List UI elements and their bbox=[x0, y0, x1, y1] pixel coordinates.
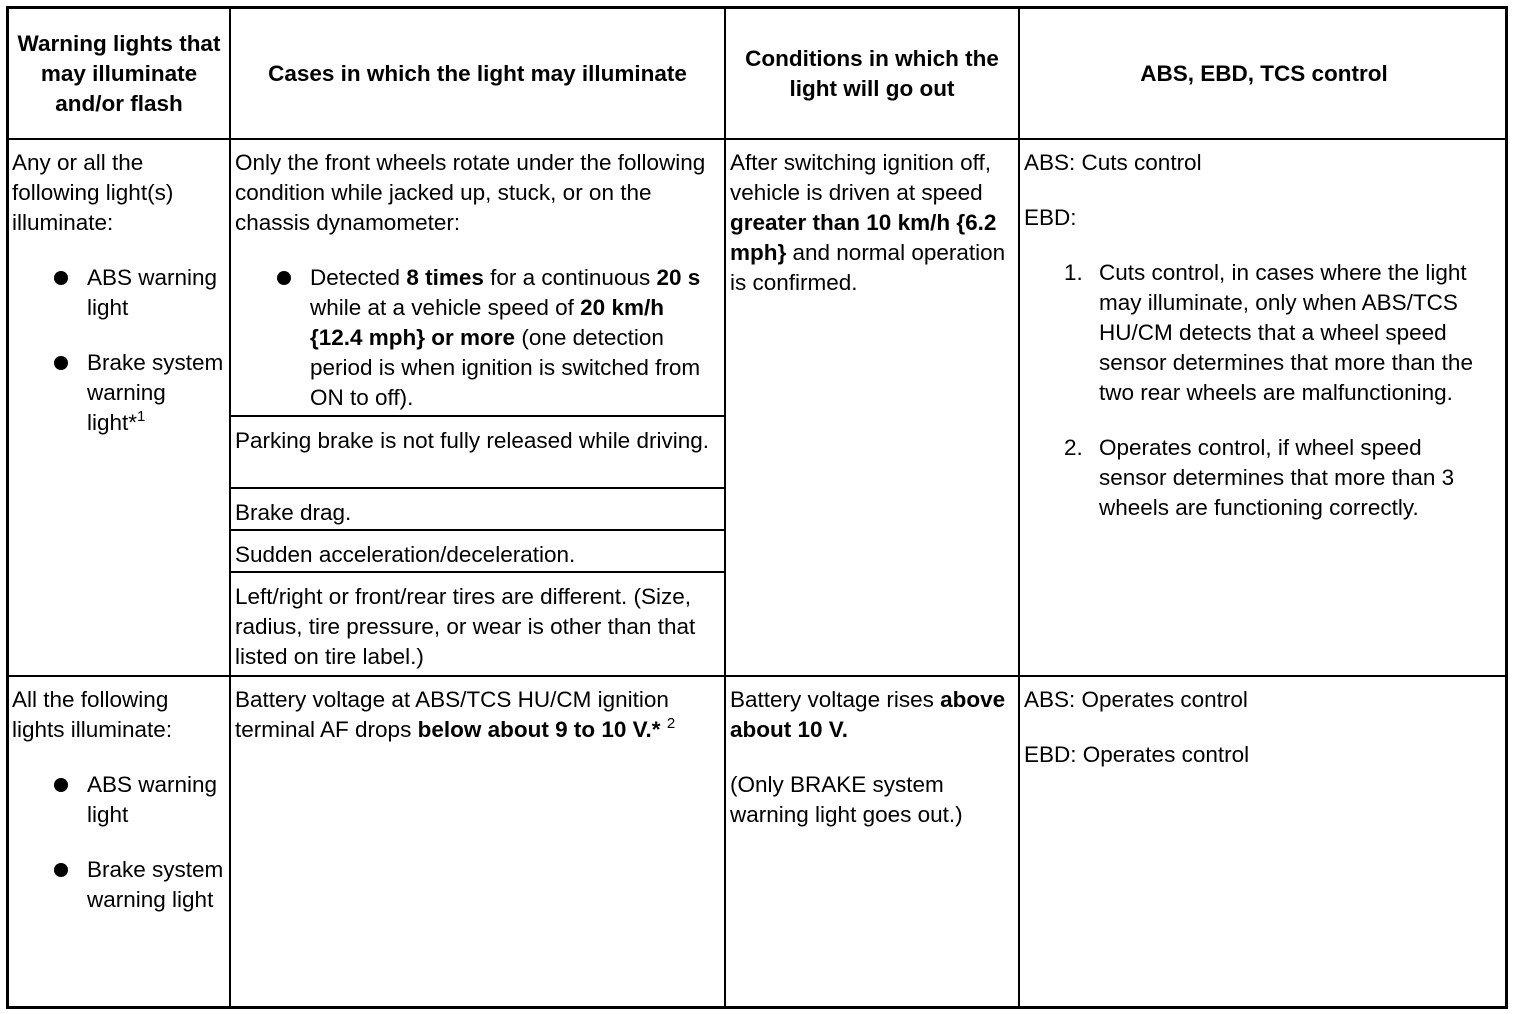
header-conditions: Conditions in which the light will go out bbox=[745, 45, 999, 101]
case-divider bbox=[229, 487, 726, 489]
row2-control-cell bbox=[1024, 685, 1494, 770]
row1-light-brake: Brake system warning light*$^1$ bbox=[12, 348, 226, 438]
row1-ctrl-abs: ABS: Cuts control bbox=[1024, 150, 1202, 175]
row1-ctrl-item1: 1. Cuts control, in cases where the light may illuminate, only when ABS/TCS HU/CM detects that a wheel speed sensor determines that more than the two rear wheels are malfunctioning. bbox=[1064, 260, 1473, 405]
row1-condition: After switching ignition off, vehicle is driven at speed greater than 10 km/h {6.2 mph} and normal operation is confirmed. bbox=[730, 150, 1006, 295]
row2-case: Battery voltage at ABS/TCS HU/CM ignition terminal AF drops below about 9 to 10 V.* $^2$ bbox=[235, 687, 676, 742]
row1-case1-intro: Only the front wheels rotate under the following condition while jacked up, stuck, or on the chassis dynamometer: bbox=[235, 150, 706, 235]
row1-lights-intro: Any or all the following light(s) illuminate: bbox=[12, 150, 174, 235]
warning-lights-table bbox=[6, 6, 1508, 1009]
case-divider bbox=[229, 529, 726, 531]
row2-condition-cell bbox=[730, 685, 1016, 830]
row2-lights-intro: All the following lights illuminate: bbox=[12, 687, 173, 742]
row2-light-abs: ABS warning light bbox=[12, 770, 226, 830]
row1-case1-bullet: Detected 8 times for a continuous 20 s while at a vehicle speed of 20 km/h {12.4 mph} or more (one detection period is when ignition is switched from ON to off). bbox=[235, 263, 721, 413]
row-divider bbox=[9, 675, 1505, 677]
row1-lights-cell bbox=[12, 148, 226, 438]
bullet-icon bbox=[54, 356, 68, 370]
footnote-ref: 2 bbox=[666, 715, 676, 732]
row1-case3: Brake drag. bbox=[235, 500, 352, 525]
header-warning-lights: Warning lights that may illuminate and/or flash bbox=[17, 30, 221, 116]
row2-condition: Battery voltage rises above about 10 V. bbox=[730, 687, 1006, 742]
header-cases: Cases in which the light may illuminate bbox=[268, 60, 687, 86]
row1-case1-cell bbox=[235, 148, 721, 413]
column-divider bbox=[724, 9, 726, 1006]
header-control: ABS, EBD, TCS control bbox=[1140, 60, 1388, 86]
column-divider bbox=[229, 9, 231, 1006]
row1-case2: Parking brake is not fully released while driving. bbox=[235, 428, 709, 453]
row1-ctrl-item2: 2. Operates control, if wheel speed sensor determines that more than 3 wheels are functioning correctly. bbox=[1064, 435, 1455, 520]
column-divider bbox=[1018, 9, 1020, 1006]
bullet-icon bbox=[54, 271, 68, 285]
row2-lights-cell bbox=[12, 685, 226, 915]
bullet-icon bbox=[54, 863, 68, 877]
row1-ctrl-ebd: EBD: bbox=[1024, 205, 1077, 230]
row1-case5: Left/right or front/rear tires are different. (Size, radius, tire pressure, or wear is other than that listed on tire label.) bbox=[235, 584, 696, 669]
bullet-icon bbox=[277, 271, 291, 285]
row2-ctrl-abs: ABS: Operates control bbox=[1024, 687, 1248, 712]
footnote-ref: 1 bbox=[137, 408, 146, 425]
row1-light-abs: ABS warning light bbox=[12, 263, 226, 323]
row2-condition-note: (Only BRAKE system warning light goes out.) bbox=[730, 772, 963, 827]
case-divider bbox=[229, 571, 726, 573]
bullet-icon bbox=[54, 778, 68, 792]
row1-control-cell bbox=[1024, 148, 1494, 523]
row-divider bbox=[9, 138, 1505, 140]
row1-case4: Sudden acceleration/deceleration. bbox=[235, 542, 576, 567]
case-divider bbox=[229, 415, 726, 417]
row2-light-brake: Brake system warning light bbox=[12, 855, 226, 915]
row2-ctrl-ebd: EBD: Operates control bbox=[1024, 742, 1250, 767]
